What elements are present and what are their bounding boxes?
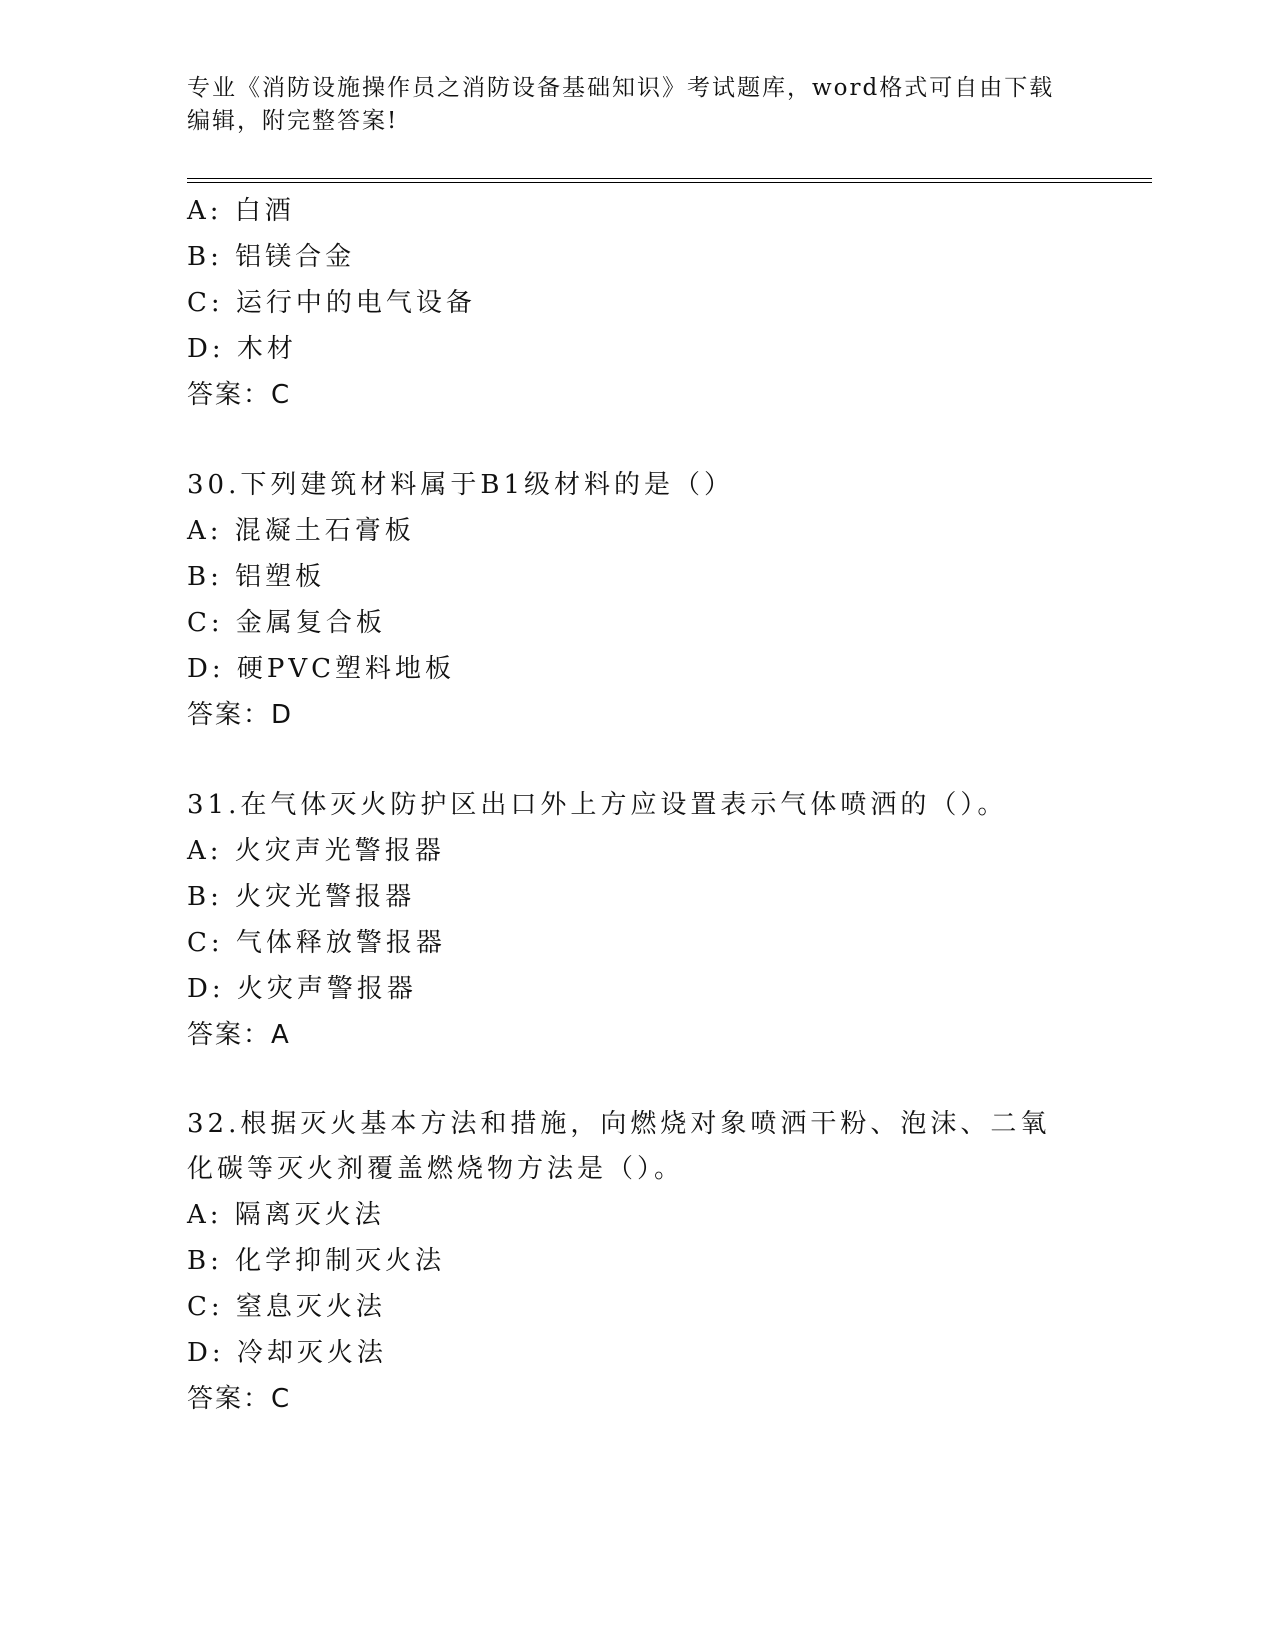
answer-label: 答案：A	[187, 1020, 291, 1050]
option-b: B: 火灾光警报器	[187, 882, 416, 912]
option-c: C: 金属复合板	[187, 608, 386, 638]
header-divider-top	[187, 178, 1152, 179]
question-text: 30.下列建筑材料属于B1级材料的是（）	[187, 470, 734, 500]
option-b: B: 铝塑板	[187, 562, 326, 592]
option-d: D: 硬PVC塑料地板	[187, 654, 456, 684]
option-b: B: 铝镁合金	[187, 242, 356, 272]
question-block-30	[187, 462, 1087, 738]
option-c: C: 运行中的电气设备	[187, 288, 476, 318]
option-a: A: 混凝土石膏板	[187, 516, 415, 546]
option-a: A: 白酒	[187, 196, 295, 226]
answer-label: 答案：C	[187, 1384, 292, 1414]
option-c: C: 气体释放警报器	[187, 928, 446, 958]
header-divider-bottom	[187, 182, 1152, 183]
option-a: A: 火灾声光警报器	[187, 836, 445, 866]
question-block-31	[187, 782, 1087, 1058]
question-list	[187, 188, 1087, 1422]
document-header: 专业《消防设施操作员之消防设备基础知识》考试题库，word格式可自由下载编辑，附完整答案!	[187, 75, 1055, 134]
question-text: 32.根据灭火基本方法和措施，向燃烧对象喷洒干粉、泡沫、二氧化碳等灭火剂覆盖燃烧物方法是（）。	[187, 1109, 1051, 1184]
answer-label: 答案：D	[187, 700, 294, 730]
option-a: A: 隔离灭火法	[187, 1200, 385, 1230]
option-d: D: 火灾声警报器	[187, 974, 417, 1004]
option-d: D: 木材	[187, 334, 297, 364]
option-b: B: 化学抑制灭火法	[187, 1246, 446, 1276]
question-block-32	[187, 1102, 1087, 1422]
option-d: D: 冷却灭火法	[187, 1338, 387, 1368]
question-text: 31.在气体灭火防护区出口外上方应设置表示气体喷洒的（）。	[187, 790, 1008, 820]
answer-label: 答案：C	[187, 380, 292, 410]
option-c: C: 窒息灭火法	[187, 1292, 386, 1322]
question-block-29	[187, 188, 1087, 418]
